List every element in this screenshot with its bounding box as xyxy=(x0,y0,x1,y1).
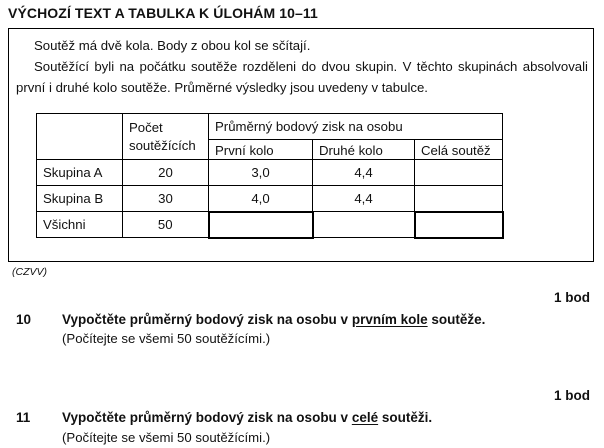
intro-paragraph-1: Soutěž má dvě kola. Body z obou kol se sčítají. xyxy=(34,38,311,53)
question-text-part: Vypočtěte průměrný bodový zisk na osobu v xyxy=(62,312,352,327)
question-text-part: soutěže. xyxy=(427,312,486,327)
count-cell: 30 xyxy=(123,186,209,212)
count-header: Počet soutěžících xyxy=(123,114,209,160)
count-cell: 20 xyxy=(123,160,209,186)
intro-paragraph-2: Soutěžící byli na počátku soutěže rozděleni do dvou skupin. V těchto skupinách absolvovali první i druhé kolo soutěže. Průměrné výsledky jsou uvedeny v tabulce. xyxy=(16,59,588,95)
round1-cell: 3,0 xyxy=(209,160,313,186)
table-row xyxy=(37,160,503,186)
count-cell: 50 xyxy=(123,212,209,238)
question-10-note: (Počítejte se všemi 50 soutěžícími.) xyxy=(62,331,271,346)
question-11-text xyxy=(62,410,432,425)
results-table xyxy=(36,113,504,239)
question-text-part: soutěži. xyxy=(378,410,433,425)
question-emphasis: prvním kole xyxy=(351,312,428,327)
source-note: (CZVV) xyxy=(12,266,47,278)
answer-box-round1[interactable] xyxy=(209,212,313,238)
question-10-points: 1 bod xyxy=(554,290,590,305)
table-row xyxy=(37,186,503,212)
table-corner-cell xyxy=(37,114,123,160)
row-label: Skupina A xyxy=(37,160,123,186)
answer-box-total[interactable] xyxy=(415,212,503,238)
question-10-text xyxy=(62,312,485,327)
row-label: Všichni xyxy=(37,212,123,238)
total-cell xyxy=(415,186,503,212)
subheader-total: Celá soutěž xyxy=(415,140,503,160)
round2-cell: 4,4 xyxy=(313,186,415,212)
round2-cell xyxy=(313,212,415,238)
table-row xyxy=(37,212,503,238)
question-text-part: Vypočtěte průměrný bodový zisk na osobu v xyxy=(62,410,352,425)
subheader-round1: První kolo xyxy=(209,140,313,160)
average-header: Průměrný bodový zisk na osobu xyxy=(209,114,503,140)
section-heading: VÝCHOZÍ TEXT A TABULKA K ÚLOHÁM 10–11 xyxy=(8,5,318,21)
round2-cell: 4,4 xyxy=(313,160,415,186)
question-11-points: 1 bod xyxy=(554,388,590,403)
subheader-round2: Druhé kolo xyxy=(313,140,415,160)
round1-cell: 4,0 xyxy=(209,186,313,212)
total-cell xyxy=(415,160,503,186)
question-11-note: (Počítejte se všemi 50 soutěžícími.) xyxy=(62,430,271,445)
question-11-number: 11 xyxy=(16,410,31,425)
row-label: Skupina B xyxy=(37,186,123,212)
question-10-number: 10 xyxy=(16,312,32,327)
question-emphasis: celé xyxy=(351,410,379,425)
